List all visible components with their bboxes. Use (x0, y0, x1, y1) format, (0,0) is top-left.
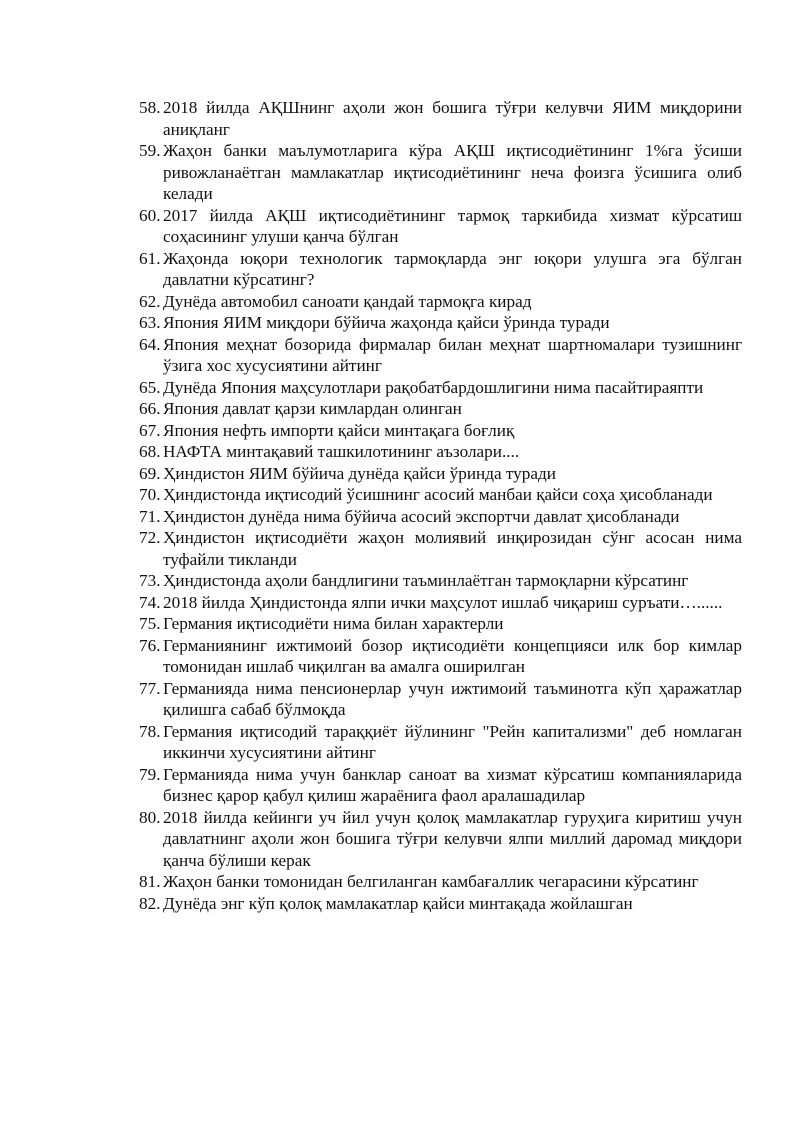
question-text: Ҳиндистон иқтисодиёти жаҳон молиявий инқирозидан сўнг асосан нима туфайли тикланди (163, 528, 742, 569)
question-text: 2018 йилда кейинги уч йил учун қолоқ мамлакатлар гуруҳига киритиш учун давлатнинг аҳоли жон бошига тўғри келувчи ялпи миллий даромад миқдори қанча бўлиши керак (163, 807, 742, 870)
question-number: 73. (139, 571, 161, 590)
question-number: 82. (139, 893, 161, 913)
question-text: Япония меҳнат бозорида фирмалар билан меҳнат шартномалари тузишнинг ўзига хос хусусиятини айтинг (163, 334, 742, 375)
question-text: Жаҳонда юқори технологик тармоқларда энг юқори улушга эга бўлган давлатни кўрсатинг? (163, 248, 742, 289)
question-text: 2018 йилда АҚШнинг аҳоли жон бошига тўғри келувчи ЯИМ миқдорини аниқланг (163, 98, 742, 139)
question-number: 80. (139, 807, 161, 827)
question-number: 79. (139, 764, 161, 784)
question-number: 71. (139, 506, 161, 526)
question-item (139, 398, 742, 420)
question-item (139, 140, 742, 205)
question-item (139, 527, 742, 570)
question-number: 78. (139, 721, 161, 741)
question-text: Дунёда энг кўп қолоқ мамлакатлар қайси минтақада жойлашган (163, 893, 633, 913)
question-text: Дунёда автомобил саноати қандай тармоқга кирад (163, 291, 532, 311)
question-item (139, 205, 742, 248)
question-item (139, 97, 742, 140)
question-number: 69. (139, 463, 161, 483)
question-text: Германияда нима учун банклар саноат ва хизмат кўрсатиш компанияларида бизнес қарор қабул қилиш жараёнига фаол аралашадилар (163, 764, 742, 805)
question-number: 76. (139, 635, 161, 655)
question-number: 75. (139, 614, 161, 633)
question-text: Жаҳон банки маълумотларига кўра АҚШ иқтисодиётининг 1%га ўсиши ривожланаётган мамлакатлар иқтисодиётининг неча фоизга ўсишига олиб келади (163, 141, 742, 203)
question-text: Ҳиндистонда аҳоли бандлигини таъминлаётган тармоқларни кўрсатинг (163, 571, 689, 590)
question-text: Дунёда Япония маҳсулотлари рақобатбардошлигини нима пасайтираяпти (163, 377, 704, 397)
question-number: 70. (139, 485, 161, 504)
question-item (139, 334, 742, 377)
question-item (139, 312, 742, 334)
question-list (139, 97, 742, 914)
question-text: Япония ЯИМ миқдори бўйича жаҳонда қайси ўринда туради (163, 313, 610, 332)
question-number: 77. (139, 678, 161, 698)
question-item (139, 635, 742, 678)
question-number: 72. (139, 528, 161, 547)
question-text: 2017 йилда АҚШ иқтисодиётининг тармоқ таркибида хизмат кўрсатиш соҳасининг улуши қанча бўлган (163, 205, 742, 246)
question-number: 61. (139, 248, 161, 268)
question-text: Ҳиндистон ЯИМ бўйича дунёда қайси ўринда туради (163, 463, 556, 483)
question-item (139, 871, 742, 893)
question-item (139, 613, 742, 635)
question-number: 67. (139, 420, 161, 440)
question-text: Германияда нима пенсионерлар учун ижтимоий таъминотга кўп ҳаражатлар қилишга сабаб бўлмоқда (163, 678, 742, 719)
question-text: Германиянинг ижтимоий бозор иқтисодиёти концепцияси илк бор кимлар томонидан ишлаб чиқилган ва амалга оширилган (163, 635, 742, 676)
question-item (139, 463, 742, 485)
question-text: Германия иқтисодий тараққиёт йўлининг "Рейн капитализми" деб номлаган иккинчи хусусиятини айтинг (163, 721, 742, 762)
question-item (139, 721, 742, 764)
question-number: 81. (139, 872, 161, 891)
question-text: Жаҳон банки томонидан белгиланган камбағаллик чегарасини кўрсатинг (163, 872, 699, 891)
question-item (139, 441, 742, 463)
question-number: 63. (139, 313, 161, 332)
question-item (139, 592, 742, 614)
question-number: 62. (139, 291, 161, 311)
question-item (139, 420, 742, 442)
question-item (139, 570, 742, 592)
question-text: Германия иқтисодиёти нима билан характерли (163, 614, 504, 633)
document-page (139, 97, 742, 914)
question-item (139, 678, 742, 721)
question-number: 64. (139, 334, 161, 354)
question-number: 60. (139, 205, 161, 225)
question-number: 74. (139, 592, 161, 612)
question-text: Япония давлат қарзи кимлардан олинган (163, 399, 462, 418)
question-item (139, 291, 742, 313)
question-number: 66. (139, 399, 161, 418)
question-number: 68. (139, 442, 161, 461)
question-item (139, 506, 742, 528)
question-number: 65. (139, 377, 161, 397)
question-item (139, 484, 742, 506)
question-text: НАФТА минтақавий ташкилотининг аъзолари.... (163, 442, 520, 461)
question-number: 58. (139, 98, 161, 117)
question-item (139, 248, 742, 291)
question-item (139, 377, 742, 399)
question-item (139, 764, 742, 807)
question-number: 59. (139, 141, 161, 160)
question-text: Ҳиндистон дунёда нима бўйича асосий экспортчи давлат ҳисобланади (163, 506, 680, 526)
question-item (139, 893, 742, 915)
question-text: Ҳиндистонда иқтисодий ўсишнинг асосий манбаи қайси соҳа ҳисобланади (163, 485, 713, 504)
question-text: 2018 йилда Ҳиндистонда ялпи ички маҳсулот ишлаб чиқариш суръати…...... (163, 592, 723, 612)
question-text: Япония нефть импорти қайси минтақага боғлиқ (163, 420, 515, 440)
question-item (139, 807, 742, 872)
